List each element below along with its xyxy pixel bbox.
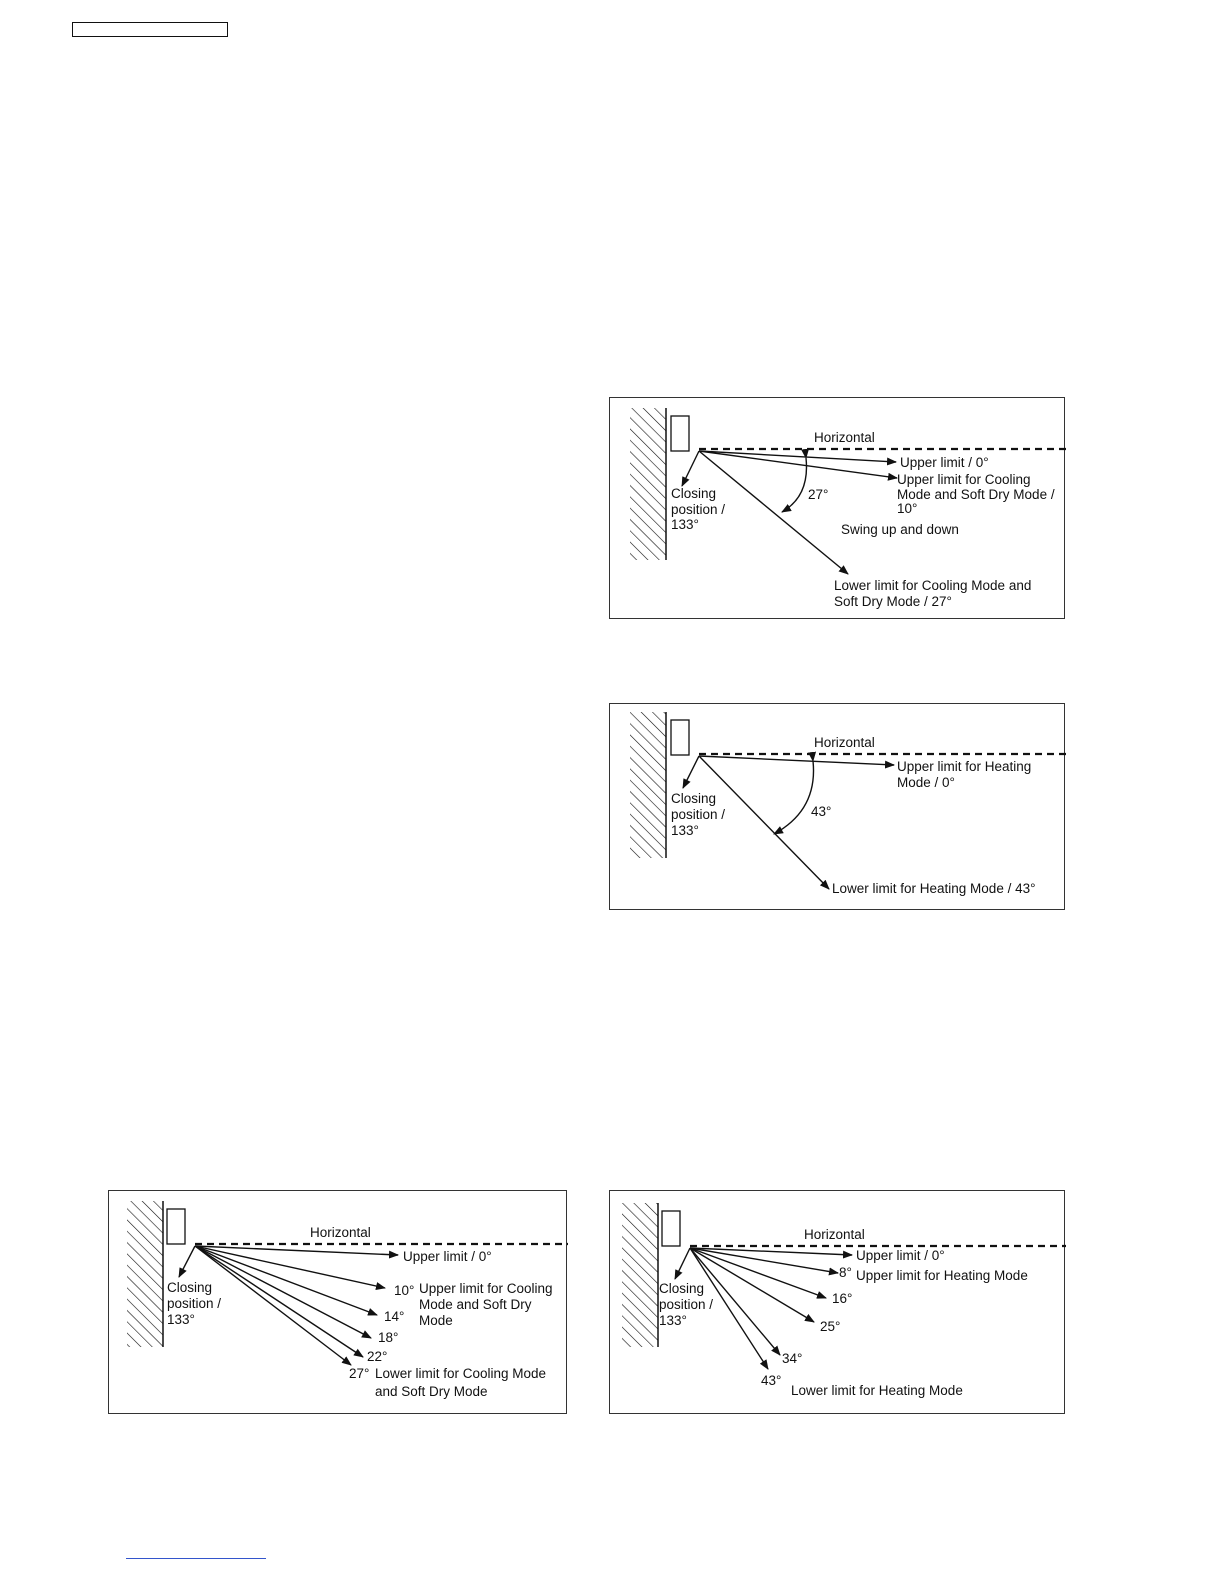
lower-limit-label-2: Soft Dry Mode / 27° [834, 594, 952, 609]
indoor-unit [671, 416, 689, 451]
degree-25: 25° [820, 1319, 841, 1334]
angle-label: 43° [811, 804, 832, 819]
upper-cooling-label-3: 10° [897, 501, 918, 516]
closing-label-2: position / [671, 502, 726, 517]
header-label-box [72, 22, 228, 37]
upper-limit-label: Upper limit / 0° [856, 1248, 945, 1263]
arrow-upper-cooling [699, 451, 897, 478]
swing-arc [774, 761, 814, 834]
lower-limit-label-1: Lower limit for Cooling Mode [375, 1366, 547, 1381]
upper-cooling-label-3: Mode [419, 1313, 453, 1328]
arrow-0 [195, 1246, 398, 1255]
upper-cooling-label-2: Mode and Soft Dry Mode / [897, 487, 1055, 502]
closing-label-1: Closing [167, 1280, 213, 1295]
upper-limit-label: Upper limit / 0° [403, 1249, 492, 1264]
closing-label-3: 133° [167, 1312, 195, 1327]
closing-label-3: 133° [659, 1313, 687, 1328]
horizontal-label: Horizontal [804, 1227, 865, 1242]
degree-8: 8° [839, 1265, 852, 1280]
horizontal-label: Horizontal [814, 735, 875, 750]
arrow-lower-heating [699, 756, 832, 889]
arrow-closing [675, 1248, 690, 1279]
upper-heating-label: Upper limit for Heating Mode [856, 1268, 1028, 1283]
upper-heating-label-1: Upper limit for Heating [897, 759, 1032, 774]
cooling-steps-diagram [108, 1190, 567, 1414]
heating-swing-diagram [609, 703, 1065, 910]
horizontal-label: Horizontal [814, 430, 875, 445]
degree-10: 10° [394, 1283, 415, 1298]
lower-limit-label: Lower limit for Heating Mode [791, 1383, 963, 1398]
degree-34: 34° [782, 1351, 803, 1366]
closing-label-3: 133° [671, 517, 699, 532]
lower-limit-label-1: Lower limit for Cooling Mode and [834, 578, 1032, 593]
wall-hatch [127, 1201, 163, 1347]
upper-heating-label-2: Mode / 0° [897, 775, 955, 790]
degree-18: 18° [378, 1330, 399, 1345]
swing-label: Swing up and down [841, 522, 959, 537]
closing-label-2: position / [167, 1296, 222, 1311]
arrow-closing [179, 1246, 195, 1277]
degree-16: 16° [832, 1291, 853, 1306]
upper-cooling-label-1: Upper limit for Cooling [897, 472, 1031, 487]
closing-label-1: Closing [671, 486, 717, 501]
degree-22: 22° [367, 1349, 388, 1364]
degree-27: 27° [349, 1366, 370, 1381]
wall-hatch [630, 712, 666, 858]
closing-label-1: Closing [659, 1281, 705, 1296]
swing-arc [782, 458, 807, 512]
footer-link[interactable] [126, 1558, 266, 1559]
arrow-upper-limit [699, 451, 896, 462]
upper-cooling-label-2: Mode and Soft Dry [419, 1297, 532, 1312]
indoor-unit [167, 1209, 185, 1244]
horizontal-label: Horizontal [310, 1225, 371, 1240]
lower-limit-label-2: and Soft Dry Mode [375, 1384, 488, 1399]
closing-label-2: position / [659, 1297, 714, 1312]
indoor-unit [671, 720, 689, 755]
arrow-closing [682, 451, 699, 486]
closing-label-2: position / [671, 807, 726, 822]
upper-limit-label: Upper limit / 0° [900, 455, 989, 470]
lower-limit-label: Lower limit for Heating Mode / 43° [832, 881, 1036, 896]
heating-steps-diagram [609, 1190, 1065, 1414]
cooling-swing-diagram [609, 397, 1065, 619]
upper-cooling-label-1: Upper limit for Cooling [419, 1281, 553, 1296]
indoor-unit [662, 1211, 680, 1246]
degree-14: 14° [384, 1309, 405, 1324]
wall-hatch [630, 408, 666, 560]
wall-hatch [622, 1203, 658, 1347]
arrow-upper-heating [699, 756, 894, 765]
closing-label-1: Closing [671, 791, 717, 806]
angle-label: 27° [808, 487, 829, 502]
arrow-closing [683, 756, 699, 788]
closing-label-3: 133° [671, 823, 699, 838]
degree-43: 43° [761, 1373, 782, 1388]
arrow-18 [195, 1246, 371, 1338]
